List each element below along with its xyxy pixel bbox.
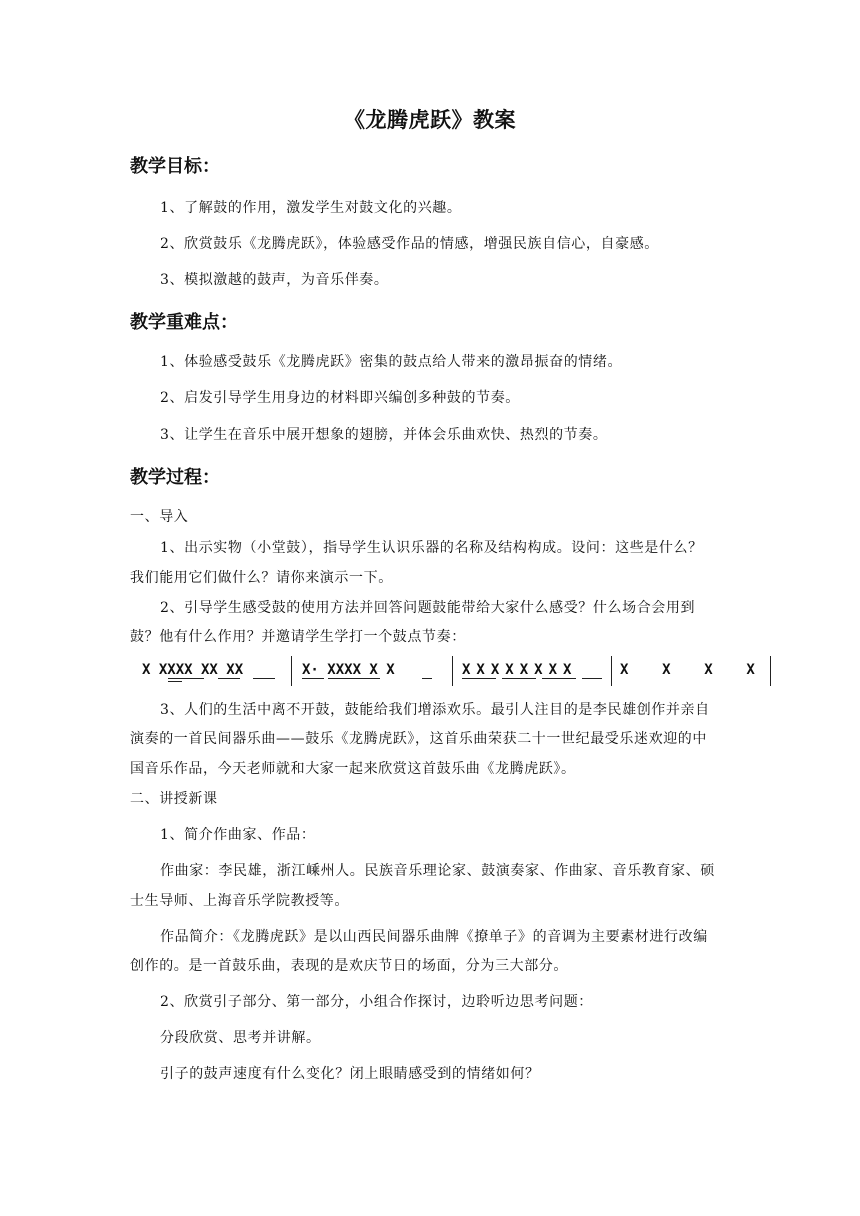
paragraph-3-line-3: 国音乐作品，今天老师就和大家一起来欣赏这首鼓乐曲《龙腾虎跃》。 xyxy=(130,761,576,777)
paragraph-2-line-2: 鼓？他有什么作用？并邀请学生学打一个鼓点节奏： xyxy=(130,629,466,645)
goal-item-2: 2、欣赏鼓乐《龙腾虎跃》，体验感受作品的情感，增强民族自信心，自豪感。 xyxy=(160,236,659,252)
beam-line xyxy=(582,678,602,679)
segment-line: 分段欣赏、思考并讲解。 xyxy=(160,1030,321,1046)
beam-line xyxy=(168,678,204,679)
rhythm-measure-1: X XXXX XX XX xyxy=(142,662,244,678)
beam-line xyxy=(542,678,576,679)
rhythm-measure-3: XXXXXXXX xyxy=(462,662,578,678)
beam-line xyxy=(422,678,432,679)
part1-title: 一、导入 xyxy=(130,509,189,525)
key-point-item-1: 1、体验感受鼓乐《龙腾虎跃》密集的鼓点给人带来的激昂振奋的情绪。 xyxy=(160,354,623,370)
beam-line xyxy=(253,678,275,679)
paragraph-3-line-2: 演奏的一首民间器乐曲——鼓乐《龙腾虎跃》，这首乐曲荣获二十一世纪最受乐迷欢迎的中 xyxy=(130,731,707,747)
beam-line xyxy=(302,678,324,679)
process-heading: 教学过程： xyxy=(130,467,220,488)
paragraph-1-line-1: 1、出示实物（小堂鼓），指导学生认识乐器的名称及结构构成。设问：这些是什么？ xyxy=(160,540,703,556)
work-intro-line-2: 创作的。是一首鼓乐曲，表现的是欢庆节日的场面，分为三大部分。 xyxy=(130,958,568,974)
appreciate-item: 2、欣赏引子部分、第一部分，小组合作探讨，边聆听边思考问题： xyxy=(160,994,593,1010)
document-title: 《龙腾虎跃》教案 xyxy=(344,108,516,132)
paragraph-1-line-2: 我们能用它们做什么？请你来演示一下。 xyxy=(130,570,393,586)
beam-line xyxy=(462,678,496,679)
beam-line xyxy=(502,678,536,679)
composer-line-1: 作曲家：李民雄，浙江嵊州人。民族音乐理论家、鼓演奏家、作曲家、音乐教育家、硕 xyxy=(160,863,715,879)
barline xyxy=(452,656,453,686)
beam-line xyxy=(328,678,380,679)
part2-title: 二、讲授新课 xyxy=(130,791,218,807)
composer-line-2: 士生导师、上海音乐学院教授等。 xyxy=(130,893,349,909)
intro-item: 1、简介作曲家、作品： xyxy=(160,827,316,843)
work-intro-line-1: 作品简介：《龙腾虎跃》是以山西民间器乐曲牌《撩单子》的音调为主要素材进行改编 xyxy=(160,929,708,945)
paragraph-3-line-1: 3、人们的生活中离不开鼓，鼓能给我们增添欢乐。最引人注目的是李民雄创作并亲自 xyxy=(160,702,710,718)
beam-line xyxy=(168,681,182,682)
rhythm-measure-2: X· XXXX X X xyxy=(302,662,395,678)
beam-line xyxy=(218,678,240,679)
paragraph-2-line-1: 2、引导学生感受鼓的使用方法并回答问题鼓能带给大家什么感受？什么场合会用到 xyxy=(160,600,696,616)
barline xyxy=(770,656,771,686)
barline xyxy=(291,656,292,686)
drum-rhythm-notation xyxy=(130,656,780,690)
barline xyxy=(611,656,612,686)
question-line: 引子的鼓声速度有什么变化？闭上眼睛感受到的情绪如何？ xyxy=(160,1066,540,1082)
goal-item-1: 1、了解鼓的作用，激发学生对鼓文化的兴趣。 xyxy=(160,200,462,216)
key-point-item-3: 3、让学生在音乐中展开想象的翅膀，并体会乐曲欢快、热烈的节奏。 xyxy=(160,427,608,443)
goal-item-3: 3、模拟激越的鼓声，为音乐伴奏。 xyxy=(160,272,389,288)
rhythm-measure-4: X X X X xyxy=(620,662,755,678)
goals-heading: 教学目标： xyxy=(130,156,220,177)
key-point-item-2: 2、启发引导学生用身边的材料即兴编创多种鼓的节奏。 xyxy=(160,390,520,406)
key-points-heading: 教学重难点： xyxy=(130,312,238,333)
